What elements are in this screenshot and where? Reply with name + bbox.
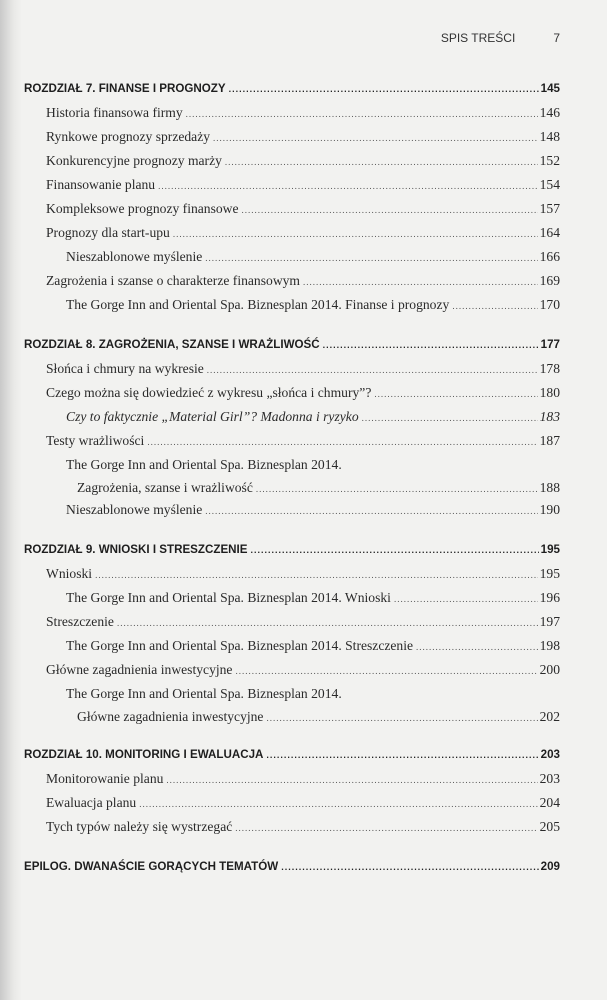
toc-entry-title: Nieszablonowe myślenie bbox=[66, 502, 203, 517]
toc-entry-title: The Gorge Inn and Oriental Spa. Biznesplan 2014. Wnioski bbox=[66, 590, 391, 605]
toc-entry-page: 209 bbox=[540, 860, 560, 873]
toc-entry-page: 198 bbox=[539, 638, 560, 653]
toc-chapter-heading bbox=[24, 77, 560, 101]
page-gutter-shadow bbox=[0, 0, 22, 1000]
dot-leader bbox=[452, 294, 537, 318]
toc-entry-title: Główne zagadnienia inwestycyjne bbox=[77, 709, 264, 724]
toc-entry-title: Czego można się dowiedzieć z wykresu „słońca i chmury”? bbox=[46, 385, 372, 400]
toc-entry-title: Ewaluacja planu bbox=[46, 795, 137, 810]
running-head-title: SPIS TREŚCI bbox=[440, 31, 516, 45]
toc-entry-title: The Gorge Inn and Oriental Spa. Biznesplan 2014. Streszczenie bbox=[66, 638, 414, 653]
dot-leader bbox=[95, 563, 538, 587]
toc-entry bbox=[24, 149, 560, 173]
toc-entry-page: 146 bbox=[539, 105, 560, 120]
dot-leader bbox=[147, 430, 537, 454]
toc-entry-page: 196 bbox=[539, 590, 560, 605]
dot-leader bbox=[139, 792, 537, 816]
toc-chapter-heading bbox=[24, 333, 560, 357]
dot-leader bbox=[394, 587, 538, 611]
dot-leader bbox=[235, 659, 537, 683]
toc-entry-page: 177 bbox=[540, 338, 560, 351]
toc-entry bbox=[24, 477, 560, 498]
toc-entry bbox=[24, 221, 560, 245]
toc-entry-page: 200 bbox=[539, 662, 560, 677]
toc-entry-page: 197 bbox=[539, 614, 560, 629]
toc-entry-page: 154 bbox=[539, 177, 560, 192]
table-of-contents bbox=[24, 77, 560, 879]
dot-leader bbox=[374, 382, 537, 406]
toc-entry-page: 145 bbox=[540, 82, 560, 95]
dot-leader bbox=[225, 150, 538, 174]
toc-entry bbox=[24, 658, 560, 682]
toc-entry-title: Kompleksowe prognozy finansowe bbox=[46, 201, 239, 216]
toc-entry-page: 204 bbox=[539, 795, 560, 810]
toc-entry-page: 202 bbox=[539, 709, 560, 724]
toc-entry-title: The Gorge Inn and Oriental Spa. Biznesplan 2014. bbox=[66, 686, 342, 701]
dot-leader bbox=[173, 222, 538, 246]
toc-entry-title: ROZDZIAŁ 10. MONITORING I EWALUACJA bbox=[24, 748, 264, 761]
dot-leader bbox=[303, 270, 538, 294]
toc-entry-title: The Gorge Inn and Oriental Spa. Biznesplan 2014. bbox=[66, 457, 342, 472]
toc-entry bbox=[24, 269, 560, 293]
toc-entry-title: Konkurencyjne prognozy marży bbox=[46, 153, 222, 168]
toc-entry-title: Historia finansowa firmy bbox=[46, 105, 183, 120]
toc-entry-title: Zagrożenia i szanse o charakterze finansowym bbox=[46, 273, 301, 288]
dot-leader bbox=[323, 333, 539, 357]
toc-entry-title: Monitorowanie planu bbox=[46, 771, 164, 786]
toc-entry-page: 203 bbox=[540, 748, 560, 761]
dot-leader bbox=[117, 611, 538, 635]
toc-entry bbox=[24, 706, 560, 727]
toc-entry bbox=[24, 767, 560, 791]
toc-entry-page: 195 bbox=[539, 566, 560, 581]
dot-leader bbox=[251, 538, 539, 562]
dot-leader bbox=[166, 768, 537, 792]
toc-entry-page: 195 bbox=[540, 543, 560, 556]
toc-entry-page: 205 bbox=[539, 819, 560, 834]
toc-entry bbox=[24, 586, 560, 610]
toc-entry-title: Rynkowe prognozy sprzedaży bbox=[46, 129, 211, 144]
toc-entry bbox=[24, 293, 560, 317]
toc-entry bbox=[24, 173, 560, 197]
toc-chapter-heading bbox=[24, 538, 560, 562]
toc-chapter-heading bbox=[24, 743, 560, 767]
toc-entry-title: Tych typów należy się wystrzegać bbox=[46, 819, 233, 834]
toc-entry-page: 166 bbox=[539, 249, 560, 264]
running-head bbox=[0, 31, 560, 45]
toc-entry-title: ROZDZIAŁ 7. FINANSE I PROGNOZY bbox=[24, 82, 226, 95]
toc-entry-title: ROZDZIAŁ 8. ZAGROŻENIA, SZANSE I WRAŻLIWOŚĆ bbox=[24, 338, 320, 351]
toc-entry bbox=[24, 610, 560, 634]
toc-entry bbox=[24, 815, 560, 839]
toc-entry-title: The Gorge Inn and Oriental Spa. Biznesplan 2014. Finanse i prognozy bbox=[66, 297, 450, 312]
dot-leader bbox=[186, 102, 538, 126]
toc-entry bbox=[24, 453, 560, 477]
toc-entry-page: 169 bbox=[539, 273, 560, 288]
toc-entry-title: Prognozy dla start-upu bbox=[46, 225, 170, 240]
toc-entry-page: 157 bbox=[539, 201, 560, 216]
toc-entry-page: 187 bbox=[539, 433, 560, 448]
toc-entry bbox=[24, 357, 560, 381]
dot-leader bbox=[362, 406, 538, 430]
toc-entry-page: 190 bbox=[539, 502, 560, 517]
toc-entry-page: 183 bbox=[539, 409, 560, 424]
toc-entry-title: Testy wrażliwości bbox=[46, 433, 145, 448]
toc-entry bbox=[24, 562, 560, 586]
toc-entry bbox=[24, 101, 560, 125]
dot-leader bbox=[158, 174, 538, 198]
dot-leader bbox=[213, 126, 538, 150]
dot-leader bbox=[205, 499, 537, 523]
toc-entry-title: Nieszablonowe myślenie bbox=[66, 249, 203, 264]
dot-leader bbox=[281, 855, 538, 879]
toc-entry bbox=[24, 498, 560, 522]
toc-entry-page: 164 bbox=[539, 225, 560, 240]
toc-entry-title: Wnioski bbox=[46, 566, 93, 581]
dot-leader bbox=[229, 77, 539, 101]
toc-entry-page: 203 bbox=[539, 771, 560, 786]
toc-entry-title: Zagrożenia, szanse i wrażliwość bbox=[77, 480, 253, 495]
toc-entry bbox=[24, 245, 560, 269]
toc-entry-page: 170 bbox=[539, 297, 560, 312]
toc-entry-title: Słońca i chmury na wykresie bbox=[46, 361, 204, 376]
toc-entry-page: 148 bbox=[539, 129, 560, 144]
toc-entry-title: Główne zagadnienia inwestycyjne bbox=[46, 662, 233, 677]
dot-leader bbox=[266, 708, 537, 729]
toc-entry bbox=[24, 125, 560, 149]
dot-leader bbox=[205, 246, 537, 270]
toc-entry-page: 152 bbox=[539, 153, 560, 168]
dot-leader bbox=[416, 635, 538, 659]
toc-entry-title: EPILOG. DWANAŚCIE GORĄCYCH TEMATÓW bbox=[24, 860, 279, 873]
toc-entry bbox=[24, 381, 560, 405]
toc-entry-title: Czy to faktycznie „Material Girl”? Madonna i ryzyko bbox=[66, 409, 359, 424]
toc-entry bbox=[24, 197, 560, 221]
dot-leader bbox=[256, 479, 538, 500]
dot-leader bbox=[266, 743, 538, 767]
toc-entry bbox=[24, 682, 560, 706]
toc-entry-title: ROZDZIAŁ 9. WNIOSKI I STRESZCZENIE bbox=[24, 543, 248, 556]
toc-entry-title: Streszczenie bbox=[46, 614, 114, 629]
page-number: 7 bbox=[553, 31, 560, 45]
dot-leader bbox=[235, 816, 537, 840]
dot-leader bbox=[207, 358, 538, 382]
toc-entry bbox=[24, 791, 560, 815]
dot-leader bbox=[242, 198, 538, 222]
toc-entry-page: 180 bbox=[539, 385, 560, 400]
toc-chapter-heading bbox=[24, 855, 560, 879]
toc-entry-title: Finansowanie planu bbox=[46, 177, 156, 192]
toc-entry bbox=[24, 405, 560, 429]
toc-entry bbox=[24, 429, 560, 453]
toc-entry-page: 188 bbox=[539, 480, 560, 495]
toc-entry-page: 178 bbox=[539, 361, 560, 376]
toc-entry bbox=[24, 634, 560, 658]
